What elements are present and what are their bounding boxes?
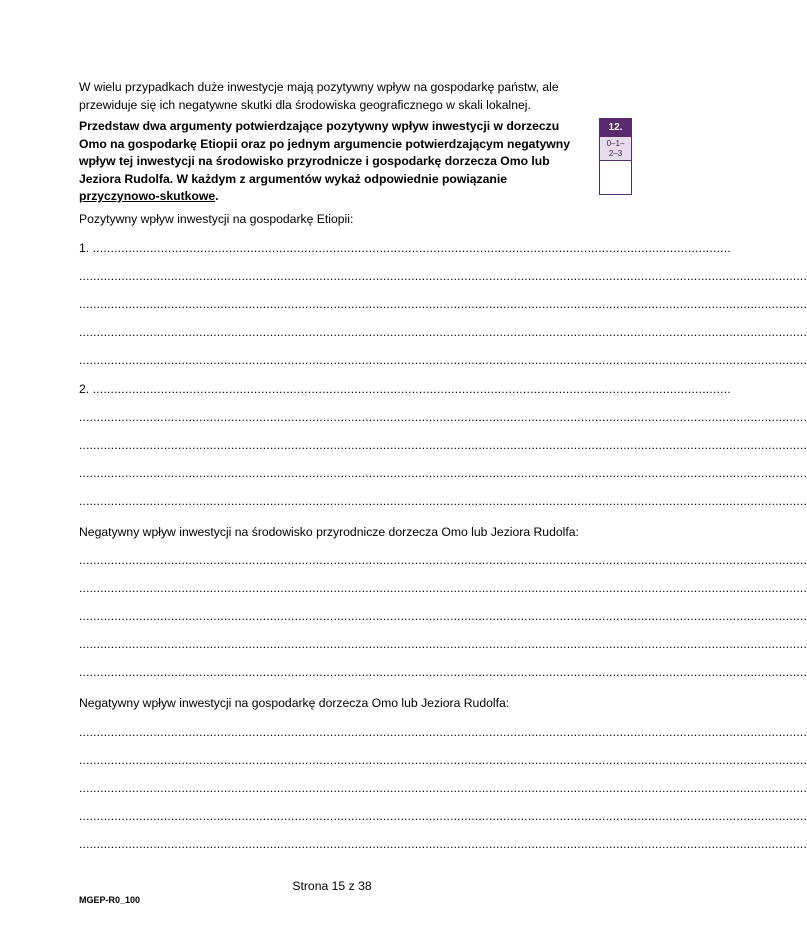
answer-line[interactable]: .............................................................................................................................................................................................................. (79, 837, 807, 851)
score-box (599, 118, 632, 195)
answer-line[interactable]: .............................................................................................................................................................................................................. (79, 809, 807, 823)
answer-line[interactable]: .............................................................................................................................................................................................................. (79, 753, 807, 767)
task-main: Przedstaw dwa argumenty potwierdzające pozytywny wpływ inwestycji w dorzeczu Omo na gospodarkę Etiopii oraz po jednym argumencie potwierdzającym negatywny wpływ tej inwestycji na środowisko przyrodnicze i gospodarkę dorzecza Omo lub Jeziora Rudolfa. W każdym z argumentów wykaż odpowiednie powiązanie (79, 119, 570, 186)
item2-number: 2. (79, 382, 90, 396)
answer-line[interactable]: .............................................................................................................................................................................................................. (79, 438, 807, 452)
exam-code: MGEP-R0_100 (79, 895, 141, 905)
answer-line[interactable]: .............................................................................................................................................................................................................. (79, 494, 807, 508)
answer-line[interactable]: .............................................................................................................................................................................................................. (79, 297, 807, 311)
page-number: Strona 15 z 38 (292, 879, 372, 893)
answer-line[interactable]: .............................................................................................................................................................................................................. (79, 581, 807, 595)
score-points: 0–1– 2–3 (600, 137, 631, 161)
answer-line[interactable]: .............................................................................................................................................................................................................. (79, 410, 807, 424)
answer-line[interactable]: .............................................................................................................................................................................................................. (79, 725, 807, 739)
answer-line[interactable]: .............................................................................................................................................................................................................. (79, 466, 807, 480)
negative-econ-label: Negatywny wpływ inwestycji na gospodarkę dorzecza Omo lub Jeziora Rudolfa: (79, 696, 510, 710)
answer-line[interactable]: .............................................................................................................................................................................................................. (79, 609, 807, 623)
answer-line[interactable]: .............................................................................................................................................................................................................. (79, 269, 807, 283)
answer-line[interactable]: .............................................................................................................................................................................................................. (79, 553, 807, 567)
answer-line[interactable]: .............................................................................................................................................................................................................. (79, 637, 807, 651)
intro-text: W wielu przypadkach duże inwestycje mają pozytywny wpływ na gospodarkę państw, ale przewiduje się ich negatywne skutki dla środowiska geograficznego w skali lokalnej. (79, 80, 559, 112)
answer-line-item2[interactable] (79, 381, 731, 397)
task-end: . (215, 189, 219, 203)
task-instruction (79, 118, 589, 206)
answer-line[interactable]: .............................................................................................................................................................................................................. (79, 353, 807, 367)
negative-env-label: Negatywny wpływ inwestycji na środowisko przyrodnicze dorzecza Omo lub Jeziora Rudolfa: (79, 525, 579, 539)
positive-label: Pozytywny wpływ inwestycji na gospodarkę Etiopii: (79, 212, 354, 226)
answer-line-item1[interactable] (79, 240, 731, 256)
task-underlined: przyczynowo-skutkowe (79, 189, 216, 203)
task-number: 12. (600, 119, 631, 137)
answer-line[interactable]: .............................................................................................................................................................................................................. (79, 781, 807, 795)
item1-dots: .................................................................................................................................................................................. (92, 241, 731, 255)
item2-dots: .................................................................................................................................................................................. (92, 382, 731, 396)
item1-number: 1. (79, 241, 90, 255)
answer-line[interactable]: .............................................................................................................................................................................................................. (79, 665, 807, 679)
answer-line[interactable]: .............................................................................................................................................................................................................. (79, 325, 807, 339)
